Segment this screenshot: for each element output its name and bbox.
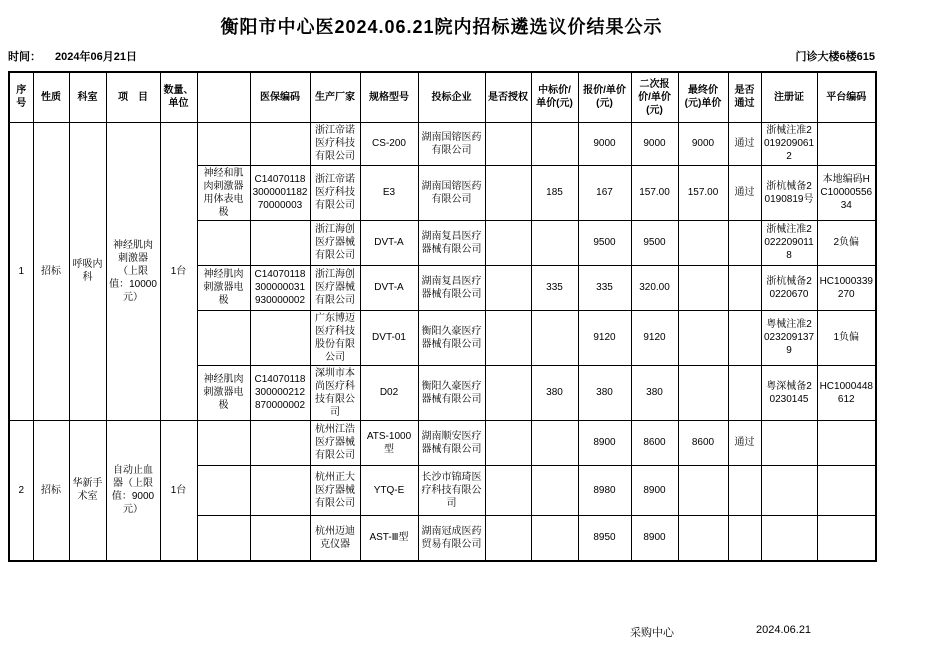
cell-final-price (678, 265, 728, 310)
cell-platform-code: HC1000339270 (817, 265, 876, 310)
cell-quantity: 1台 (160, 122, 197, 420)
col-header-platform-code: 平台编码 (817, 72, 876, 122)
cell-project: 自动止血器（上限值：9000元） (106, 420, 160, 561)
cell-manufacturer: 浙江帝诺医疗科技有限公司 (310, 165, 360, 220)
col-header-serial: 序号 (9, 72, 33, 122)
cell-authorized (485, 420, 531, 465)
time-label: 时间： (8, 51, 41, 63)
cell-bidder: 湖南冠成医药贸易有限公司 (418, 515, 485, 561)
cell-passed (728, 365, 761, 420)
cell-quote: 335 (578, 265, 631, 310)
cell-model: D02 (360, 365, 418, 420)
cell-winning-price (531, 515, 578, 561)
cell-winning-price (531, 310, 578, 365)
cell-authorized (485, 265, 531, 310)
meta-row (8, 48, 875, 64)
col-header-department: 科室 (69, 72, 106, 122)
cell-model: ATS-1000型 (360, 420, 418, 465)
cell-second-quote: 157.00 (631, 165, 678, 220)
cell-bidder: 衡阳久豪医疗器械有限公司 (418, 310, 485, 365)
cell-platform-code: 本地编码HC1000055634 (817, 165, 876, 220)
cell-quote: 9120 (578, 310, 631, 365)
cell-winning-price: 335 (531, 265, 578, 310)
cell-final-price (678, 365, 728, 420)
cell-quote: 8900 (578, 420, 631, 465)
cell-insurance-code (250, 420, 310, 465)
cell-product: 神经和肌肉刺激器用体表电极 (197, 165, 250, 220)
cell-passed: 通过 (728, 420, 761, 465)
cell-insurance-code (250, 465, 310, 515)
cell-passed (728, 515, 761, 561)
cell-registration-cert: 粤械注准20232091379 (761, 310, 817, 365)
cell-second-quote: 8600 (631, 420, 678, 465)
cell-final-price (678, 515, 728, 561)
cell-nature: 招标 (33, 420, 69, 561)
cell-registration-cert: 浙械注准20192090612 (761, 122, 817, 165)
cell-insurance-code: C14070118300000031930000002 (250, 265, 310, 310)
col-header-quantity-unit: 数量、单位 (160, 72, 197, 122)
cell-winning-price (531, 122, 578, 165)
cell-quote: 9500 (578, 220, 631, 265)
cell-winning-price (531, 220, 578, 265)
table-row (9, 122, 876, 165)
footer-date: 2024.06.21 (756, 624, 812, 636)
time-value: 2024年06月21日 (55, 51, 137, 63)
cell-quote: 9000 (578, 122, 631, 165)
footer-department: 采购中心 (630, 627, 674, 639)
meta-time (8, 48, 137, 64)
cell-bidder: 湖南顺安医疗器械有限公司 (418, 420, 485, 465)
cell-second-quote: 9000 (631, 122, 678, 165)
cell-registration-cert: 浙械注准20222090118 (761, 220, 817, 265)
cell-authorized (485, 465, 531, 515)
footer-signature (8, 624, 875, 640)
cell-second-quote: 9120 (631, 310, 678, 365)
cell-model: YTQ-E (360, 465, 418, 515)
cell-manufacturer: 杭州迈迪克仪器 (310, 515, 360, 561)
cell-second-quote: 8900 (631, 465, 678, 515)
cell-passed (728, 265, 761, 310)
cell-second-quote: 320.00 (631, 265, 678, 310)
col-header-insurance-code: 医保编码 (250, 72, 310, 122)
col-header-manufacturer: 生产厂家 (310, 72, 360, 122)
cell-insurance-code (250, 220, 310, 265)
cell-authorized (485, 310, 531, 365)
cell-model: CS-200 (360, 122, 418, 165)
cell-product: 神经肌肉刺激器电极 (197, 365, 250, 420)
col-header-bidder: 投标企业 (418, 72, 485, 122)
cell-passed (728, 310, 761, 365)
cell-second-quote: 9500 (631, 220, 678, 265)
cell-platform-code (817, 122, 876, 165)
cell-authorized (485, 122, 531, 165)
col-header-product (197, 72, 250, 122)
cell-passed (728, 220, 761, 265)
cell-authorized (485, 365, 531, 420)
cell-final-price: 157.00 (678, 165, 728, 220)
cell-bidder: 湖南复昌医疗器械有限公司 (418, 265, 485, 310)
cell-manufacturer: 杭州江浩医疗器械有限公司 (310, 420, 360, 465)
cell-passed: 通过 (728, 122, 761, 165)
cell-authorized (485, 515, 531, 561)
cell-product: 神经肌肉刺激器电极 (197, 265, 250, 310)
cell-authorized (485, 165, 531, 220)
cell-model: E3 (360, 165, 418, 220)
header-row (9, 72, 876, 122)
cell-final-price: 9000 (678, 122, 728, 165)
cell-quote: 8950 (578, 515, 631, 561)
cell-platform-code: HC1000448612 (817, 365, 876, 420)
cell-bidder: 湖南国镕医药有限公司 (418, 122, 485, 165)
cell-nature: 招标 (33, 122, 69, 420)
cell-quote: 380 (578, 365, 631, 420)
cell-manufacturer: 杭州正大医疗器械有限公司 (310, 465, 360, 515)
cell-serial: 2 (9, 420, 33, 561)
cell-passed (728, 465, 761, 515)
cell-model: AST-Ⅲ型 (360, 515, 418, 561)
cell-second-quote: 380 (631, 365, 678, 420)
cell-department: 呼吸内科 (69, 122, 106, 420)
results-table (8, 71, 877, 562)
cell-bidder: 湖南复昌医疗器械有限公司 (418, 220, 485, 265)
cell-winning-price: 380 (531, 365, 578, 420)
cell-bidder: 衡阳久豪医疗器械有限公司 (418, 365, 485, 420)
cell-product (197, 310, 250, 365)
cell-quote: 8980 (578, 465, 631, 515)
cell-project: 神经肌肉刺激器（上限值：10000元） (106, 122, 160, 420)
cell-product (197, 122, 250, 165)
cell-quote: 167 (578, 165, 631, 220)
cell-winning-price (531, 420, 578, 465)
col-header-second-quote: 二次报价/单价(元) (631, 72, 678, 122)
announcement-page (0, 13, 931, 640)
cell-insurance-code (250, 310, 310, 365)
col-header-model: 规格型号 (360, 72, 418, 122)
cell-manufacturer: 广东博迈医疗科技股份有限公司 (310, 310, 360, 365)
col-header-nature: 性质 (33, 72, 69, 122)
cell-final-price: 8600 (678, 420, 728, 465)
cell-product (197, 220, 250, 265)
cell-model: DVT-01 (360, 310, 418, 365)
cell-insurance-code (250, 515, 310, 561)
cell-serial: 1 (9, 122, 33, 420)
cell-platform-code (817, 515, 876, 561)
cell-manufacturer: 浙江海创医疗器械有限公司 (310, 220, 360, 265)
cell-registration-cert (761, 465, 817, 515)
cell-manufacturer: 深圳市本尚医疗科技有限公司 (310, 365, 360, 420)
cell-second-quote: 8900 (631, 515, 678, 561)
col-header-winning-price: 中标价/单价(元) (531, 72, 578, 122)
cell-bidder: 湖南国镕医药有限公司 (418, 165, 485, 220)
col-header-authorized: 是否授权 (485, 72, 531, 122)
cell-registration-cert: 浙杭械备20220670 (761, 265, 817, 310)
cell-quantity: 1台 (160, 420, 197, 561)
table-row (9, 420, 876, 465)
cell-department: 华新手术室 (69, 420, 106, 561)
cell-platform-code (817, 465, 876, 515)
cell-model: DVT-A (360, 220, 418, 265)
col-header-passed: 是否通过 (728, 72, 761, 122)
cell-final-price (678, 220, 728, 265)
cell-insurance-code: C14070118300000212870000002 (250, 365, 310, 420)
cell-registration-cert: 粤深械备20230145 (761, 365, 817, 420)
cell-registration-cert: 浙杭械备20190819号 (761, 165, 817, 220)
cell-registration-cert (761, 515, 817, 561)
page-title: 衡阳市中心医2024.06.21院内招标遴选议价结果公示 (220, 17, 663, 37)
cell-manufacturer: 浙江帝诺医疗科技有限公司 (310, 122, 360, 165)
cell-product (197, 465, 250, 515)
cell-manufacturer: 浙江海创医疗器械有限公司 (310, 265, 360, 310)
cell-product (197, 515, 250, 561)
cell-bidder: 长沙市锦琦医疗科技有限公司 (418, 465, 485, 515)
meta-location: 门诊大楼6楼615 (795, 51, 875, 63)
cell-authorized (485, 220, 531, 265)
col-header-quote: 报价/单价(元) (578, 72, 631, 122)
cell-passed: 通过 (728, 165, 761, 220)
cell-platform-code: 2负偏 (817, 220, 876, 265)
cell-winning-price: 185 (531, 165, 578, 220)
cell-product (197, 420, 250, 465)
cell-final-price (678, 310, 728, 365)
cell-final-price (678, 465, 728, 515)
col-header-registration-cert: 注册证 (761, 72, 817, 122)
cell-insurance-code: C14070118300000118270000003 (250, 165, 310, 220)
cell-platform-code: 1负偏 (817, 310, 876, 365)
cell-platform-code (817, 420, 876, 465)
col-header-project: 项 目 (106, 72, 160, 122)
cell-model: DVT-A (360, 265, 418, 310)
cell-insurance-code (250, 122, 310, 165)
col-header-final-price: 最终价(元)单价 (678, 72, 728, 122)
cell-registration-cert (761, 420, 817, 465)
cell-winning-price (531, 465, 578, 515)
